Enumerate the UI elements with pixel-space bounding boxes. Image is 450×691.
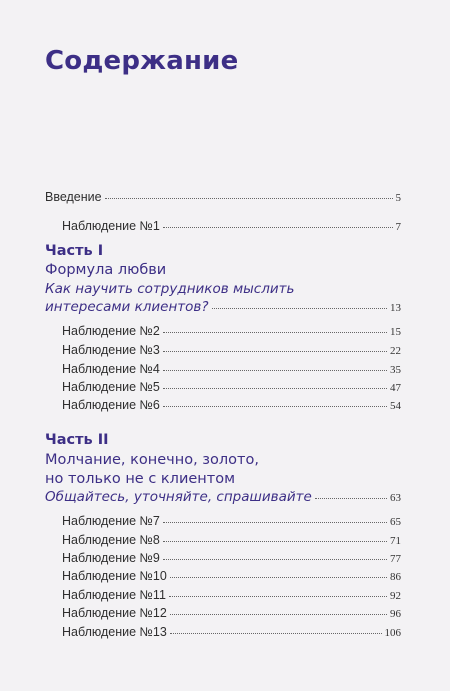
dot-leader bbox=[163, 226, 393, 228]
toc-entry-label: Наблюдение №9 bbox=[62, 551, 160, 565]
toc-entry-label: Наблюдение №12 bbox=[62, 606, 167, 620]
dot-leader bbox=[170, 632, 382, 634]
toc-entry-label: Наблюдение №5 bbox=[62, 380, 160, 394]
part1-subtitle-line1: Как научить сотрудников мыслить bbox=[45, 281, 295, 297]
toc-entry-obs4[interactable] bbox=[62, 362, 401, 376]
toc-entry-page: 96 bbox=[390, 608, 401, 620]
toc-entry-obs6[interactable] bbox=[62, 398, 401, 412]
toc-entry-label: Наблюдение №10 bbox=[62, 569, 167, 583]
part1-label: Часть I bbox=[45, 243, 104, 259]
dot-leader bbox=[170, 576, 387, 578]
toc-entry-part2-subtitle[interactable] bbox=[45, 489, 401, 505]
part2-subtitle: Общайтесь, уточняйте, спрашивайте bbox=[45, 489, 312, 505]
toc-entry-page: 65 bbox=[390, 516, 401, 528]
toc-entry-label: Наблюдение №1 bbox=[62, 219, 160, 233]
dot-leader bbox=[169, 595, 387, 597]
toc-entry-page: 63 bbox=[390, 492, 401, 504]
dot-leader bbox=[163, 369, 387, 371]
toc-entry-obs13[interactable] bbox=[62, 625, 401, 639]
dot-leader bbox=[212, 307, 387, 309]
toc-entry-page: 106 bbox=[384, 627, 401, 639]
toc-entry-obs7[interactable] bbox=[62, 514, 401, 528]
toc-entry-label: Наблюдение №8 bbox=[62, 533, 160, 547]
toc-entry-obs8[interactable] bbox=[62, 533, 401, 547]
dot-leader bbox=[163, 387, 387, 389]
part1-title: Формула любви bbox=[45, 262, 167, 278]
toc-entry-page: 92 bbox=[390, 590, 401, 602]
toc-entry-page: 15 bbox=[390, 326, 401, 338]
dot-leader bbox=[163, 558, 387, 560]
toc-entry-page: 13 bbox=[390, 302, 401, 314]
part1-subtitle-line2: интересами клиентов? bbox=[45, 299, 209, 315]
dot-leader bbox=[163, 540, 387, 542]
toc-entry-obs5[interactable] bbox=[62, 380, 401, 394]
toc-entry-page: 22 bbox=[390, 345, 401, 357]
toc-entry-obs11[interactable] bbox=[62, 588, 401, 602]
dot-leader bbox=[163, 350, 387, 352]
toc-entry-label: Наблюдение №2 bbox=[62, 324, 160, 338]
toc-entry-label: Наблюдение №13 bbox=[62, 625, 167, 639]
toc-entry-label: Наблюдение №4 bbox=[62, 362, 160, 376]
toc-entry-label: Наблюдение №11 bbox=[62, 588, 166, 602]
toc-entry-obs9[interactable] bbox=[62, 551, 401, 565]
toc-entry-label: Наблюдение №6 bbox=[62, 398, 160, 412]
toc-heading: Содержание bbox=[45, 46, 239, 76]
toc-entry-part1-subtitle[interactable] bbox=[45, 299, 401, 315]
part2-title-line2: но только не с клиентом bbox=[45, 471, 236, 487]
dot-leader bbox=[105, 197, 393, 199]
part2-label: Часть II bbox=[45, 432, 109, 448]
dot-leader bbox=[163, 521, 387, 523]
toc-entry-label: Наблюдение №3 bbox=[62, 343, 160, 357]
toc-entry-page: 54 bbox=[390, 400, 401, 412]
toc-entry-label: Введение bbox=[45, 190, 102, 204]
dot-leader bbox=[163, 405, 387, 407]
toc-entry-page: 71 bbox=[390, 535, 401, 547]
dot-leader bbox=[315, 497, 387, 499]
toc-entry-page: 5 bbox=[395, 192, 401, 204]
toc-entry-page: 7 bbox=[395, 221, 401, 233]
part2-title-line1: Молчание, конечно, золото, bbox=[45, 452, 259, 468]
toc-entry-label: Наблюдение №7 bbox=[62, 514, 160, 528]
toc-entry-obs3[interactable] bbox=[62, 343, 401, 357]
toc-entry-obs10[interactable] bbox=[62, 569, 401, 583]
toc-entry-obs12[interactable] bbox=[62, 606, 401, 620]
toc-entry-page: 47 bbox=[390, 382, 401, 394]
toc-entry-obs2[interactable] bbox=[62, 324, 401, 338]
dot-leader bbox=[170, 613, 387, 615]
toc-entry-intro[interactable] bbox=[45, 190, 401, 204]
toc-entry-page: 77 bbox=[390, 553, 401, 565]
toc-entry-page: 86 bbox=[390, 571, 401, 583]
dot-leader bbox=[163, 331, 387, 333]
toc-entry-page: 35 bbox=[390, 364, 401, 376]
toc-entry-obs1[interactable] bbox=[62, 219, 401, 233]
